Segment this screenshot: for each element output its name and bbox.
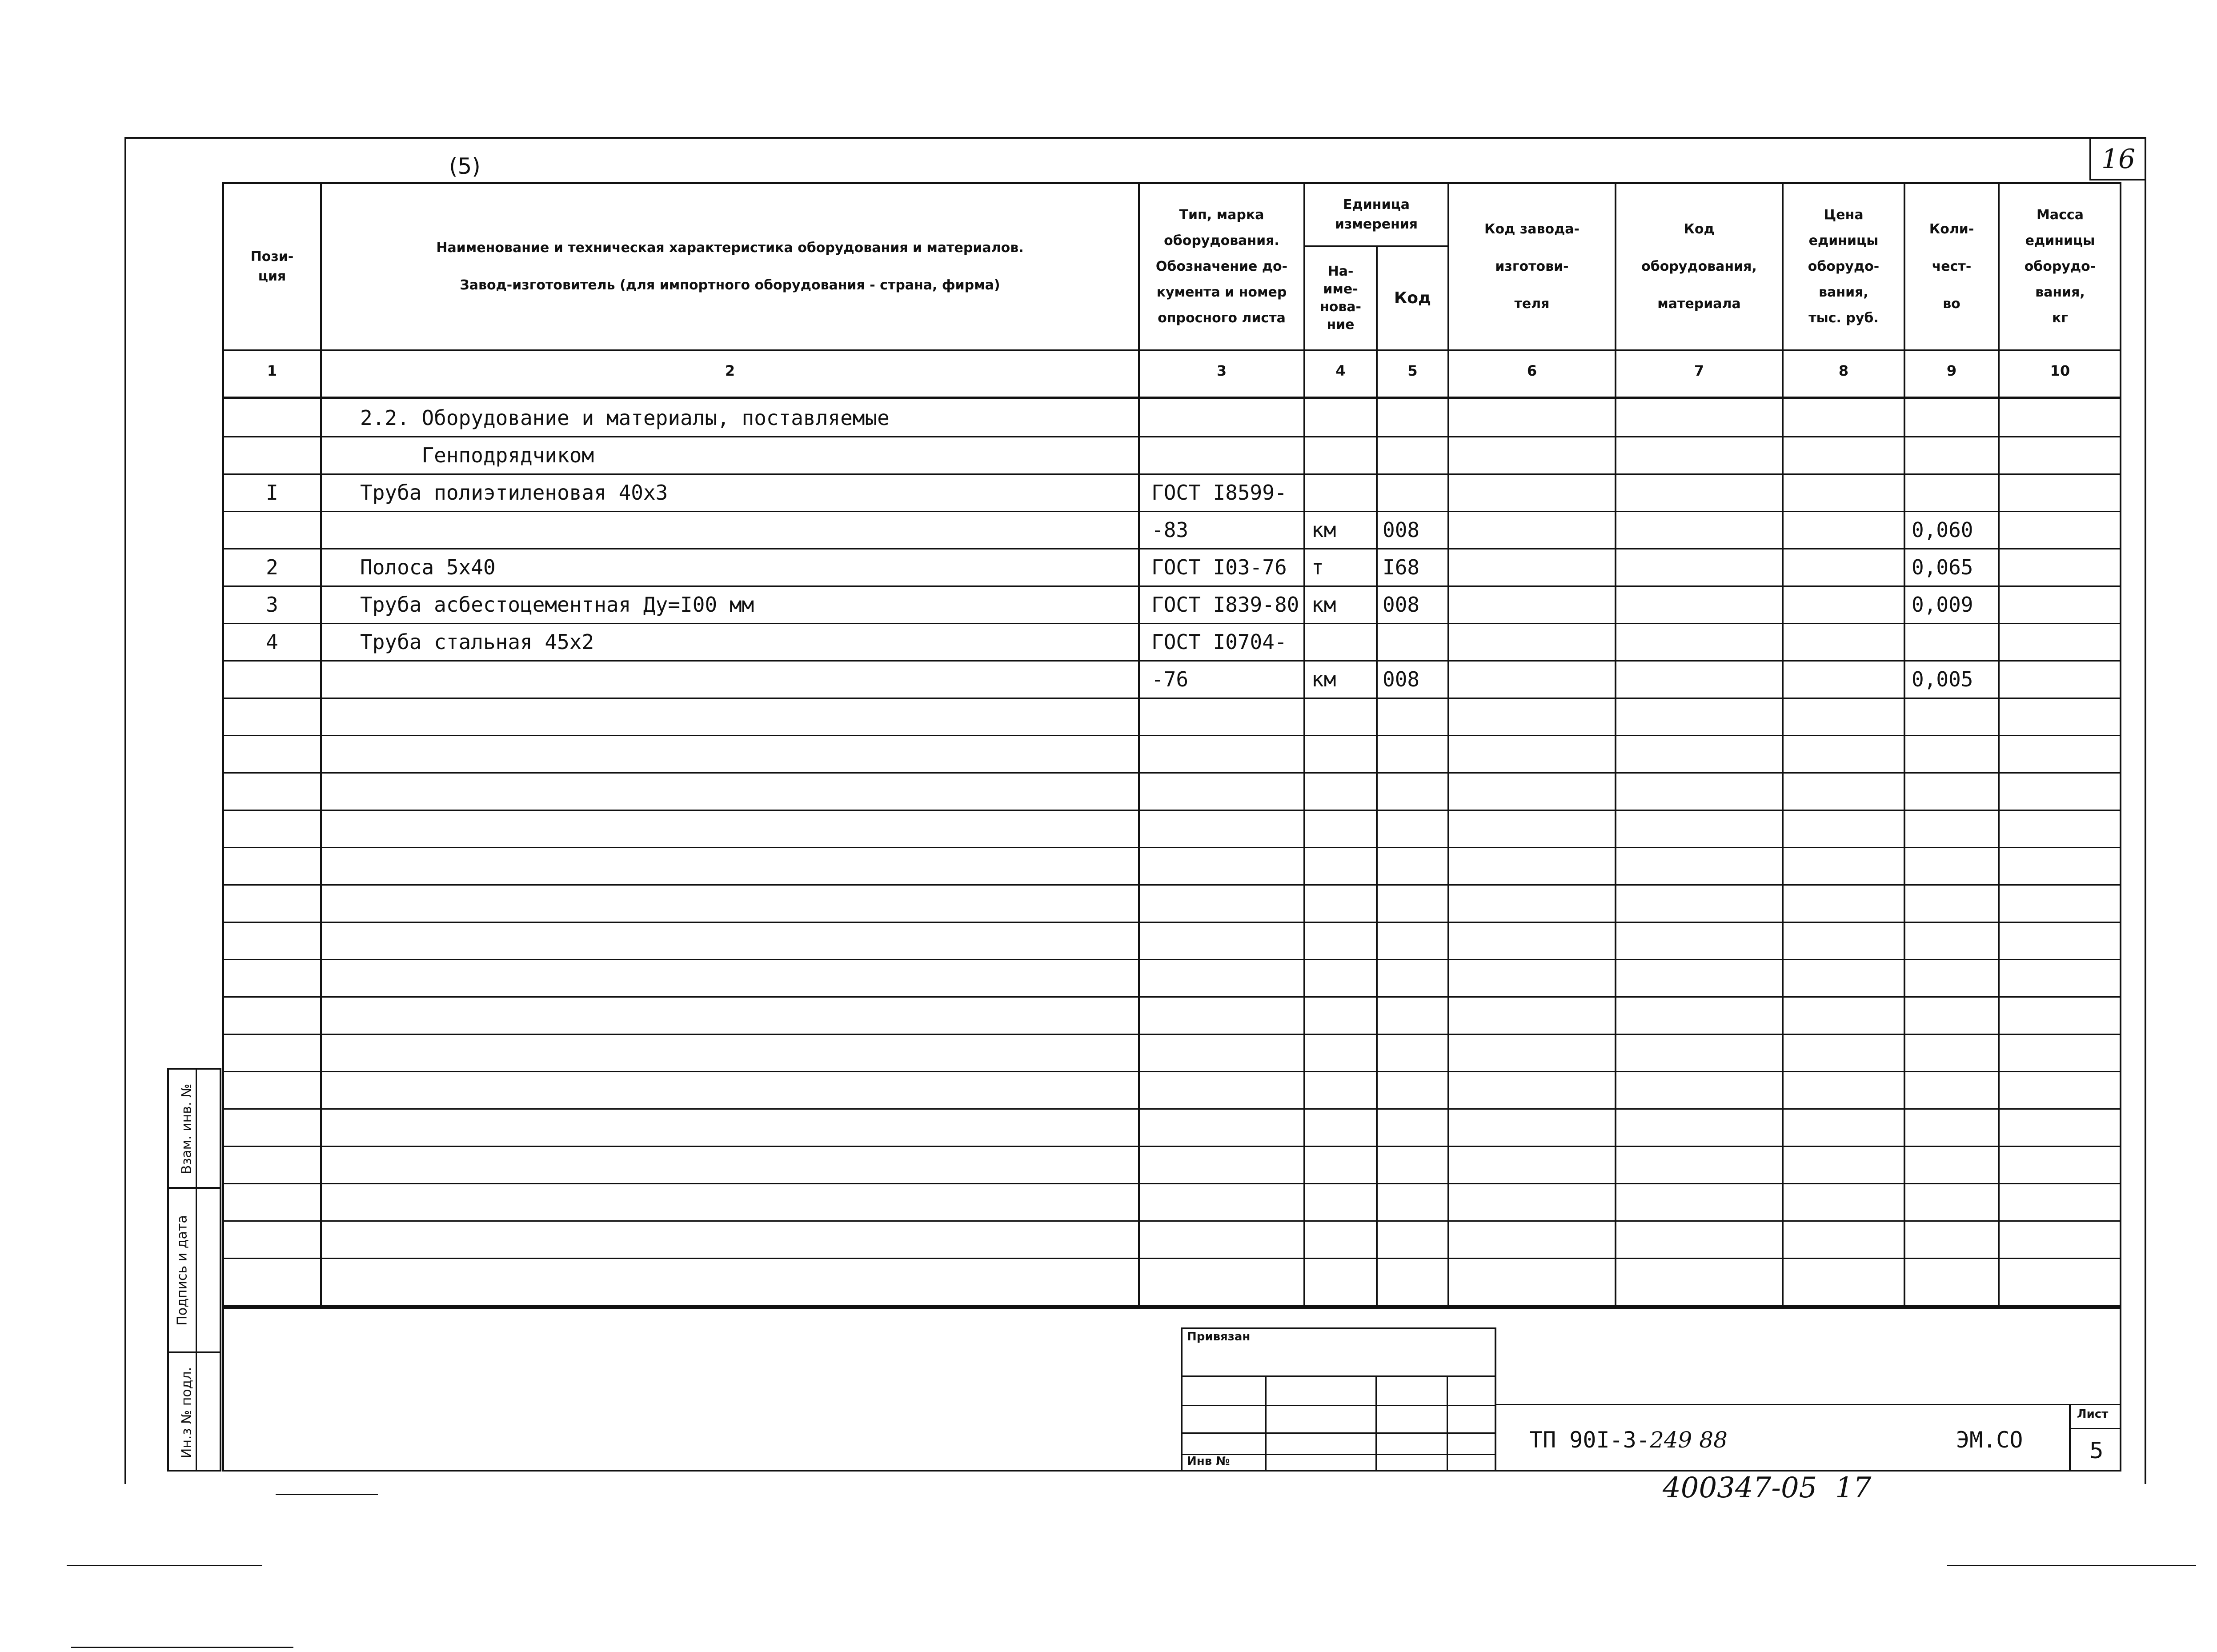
privyazan-stamp — [1181, 1327, 1496, 1472]
colnum-bottom-line — [222, 397, 2121, 399]
privyazan-line-3 — [1181, 1432, 1496, 1434]
cell-name: Полоса 5х40 — [360, 555, 496, 579]
side-stamp-hline-1 — [167, 1187, 221, 1189]
cell-qty: 0,065 — [1912, 555, 1973, 579]
section-code: ЭМ.СО — [1956, 1427, 2023, 1453]
cell-qty: 0,005 — [1912, 667, 1973, 691]
colnum-7: 7 — [1694, 362, 1704, 379]
privyazan-label: Привязан — [1187, 1330, 1251, 1343]
header-name-line2: Завод-изготовитель (для импортного оборудования - страна, фирма) — [460, 277, 1000, 293]
row-line — [222, 698, 2121, 699]
row-line — [222, 1071, 2121, 1072]
cell-name: Генподрядчиком — [360, 443, 594, 467]
cell-type: -83 — [1151, 518, 1189, 542]
cell-qty: 0,060 — [1912, 518, 1973, 542]
cell-unit: км — [1311, 667, 1336, 691]
row-line — [222, 1220, 2121, 1222]
inv-no-label: Инв № — [1187, 1455, 1230, 1468]
row-line — [222, 810, 2121, 811]
cell-type: ГОСТ I0704- — [1151, 630, 1287, 654]
scan-edge-line-3 — [71, 1647, 293, 1648]
cell-name: Труба стальная 45х2 — [360, 630, 594, 654]
frame-top-line — [124, 137, 2146, 139]
doc-code-printed: ТП 90I-3- — [1529, 1427, 1650, 1453]
row-line — [222, 623, 2121, 624]
cell-name: Труба асбестоцементная Ду=I00 мм — [360, 593, 754, 617]
cell-type: ГОСТ I8599- — [1151, 481, 1287, 505]
cell-pos: 4 — [266, 630, 278, 654]
row-line — [222, 436, 2121, 437]
cell-pos: I — [266, 481, 278, 505]
unit-group-underline — [1303, 245, 1448, 247]
cell-unit: км — [1311, 593, 1336, 617]
colnum-2: 2 — [725, 362, 735, 379]
doc-code-handwritten: 249 88 — [1649, 1427, 1728, 1453]
privyazan-line-2 — [1181, 1405, 1496, 1406]
colnum-9: 9 — [1946, 362, 1957, 379]
row-line — [222, 922, 2121, 923]
row-line — [222, 473, 2121, 475]
header-name — [322, 184, 1138, 349]
row-line — [222, 884, 2121, 886]
row-line — [222, 1258, 2121, 1259]
sheet-corner-number: 16 — [2101, 144, 2136, 175]
row-line — [222, 1108, 2121, 1110]
side-stamp-mid-vline — [196, 1068, 197, 1472]
header-type: Тип, марка оборудования. Обозначение до- кумента и номер опросного листа — [1155, 207, 1288, 326]
colnum-8: 8 — [1838, 362, 1849, 379]
header-mass: Масса единицы оборудо- вания, кг — [2024, 207, 2096, 326]
header-quantity: Коли- чест- во — [1929, 221, 1974, 312]
doc-code — [1529, 1427, 1728, 1453]
row-line — [222, 1034, 2121, 1035]
header-bottom-line — [222, 349, 2121, 351]
privyazan-line-1 — [1181, 1375, 1496, 1377]
cell-type: ГОСТ I03-76 — [1151, 555, 1287, 579]
privyazan-vline-3 — [1447, 1375, 1448, 1472]
cell-type: -76 — [1151, 667, 1189, 691]
scan-edge-line-2 — [1947, 1565, 2196, 1566]
header-name-line1: Наименование и техническая характеристика оборудования и материалов. — [436, 240, 1024, 256]
bottom-dash-left — [276, 1494, 378, 1495]
header-unit-name: На- име- нова- ние — [1319, 264, 1362, 333]
cell-code: 008 — [1383, 667, 1420, 691]
title-block-top — [1496, 1404, 2121, 1405]
cell-qty: 0,009 — [1912, 593, 1973, 617]
side-stamp-vzam: Взам. инв. № — [179, 1083, 195, 1175]
privyazan-vline-2 — [1375, 1375, 1377, 1472]
colnum-5: 5 — [1407, 362, 1418, 379]
header-factory-code: Код завода- изготови- теля — [1484, 221, 1580, 312]
row-line — [222, 996, 2121, 998]
row-line — [222, 660, 2121, 662]
cell-unit: км — [1311, 518, 1336, 542]
header-unit-code: Код — [1394, 289, 1431, 307]
row-line — [222, 847, 2121, 848]
colnum-4: 4 — [1335, 362, 1346, 379]
cell-code: 008 — [1383, 593, 1420, 617]
cell-code: I68 — [1383, 555, 1420, 579]
row-line — [222, 1146, 2121, 1147]
header-unit-group: Единица измерения — [1335, 197, 1418, 232]
side-stamp-podpis: Подпись и дата — [174, 1215, 190, 1326]
scan-edge-line-1 — [67, 1565, 262, 1566]
cell-name: Труба полиэтиленовая 40х3 — [360, 481, 668, 505]
side-stamp-hline-2 — [167, 1351, 221, 1353]
cell-name: 2.2. Оборудование и материалы, поставляемые — [360, 406, 890, 430]
row-line — [222, 585, 2121, 587]
cell-type: ГОСТ I839-80 — [1151, 593, 1299, 617]
colnum-6: 6 — [1527, 362, 1537, 379]
header-equipment-code: Код оборудования, материала — [1641, 221, 1757, 312]
frame-right-line — [2145, 137, 2146, 1484]
row-line — [222, 1183, 2121, 1184]
frame-left-line — [124, 137, 126, 1484]
row-line — [222, 735, 2121, 736]
lower-band — [222, 1307, 2121, 1472]
cell-pos: 3 — [266, 593, 278, 617]
cell-code: 008 — [1383, 518, 1420, 542]
col-line-4 — [1376, 245, 1378, 1307]
privyazan-vline-1 — [1265, 1375, 1267, 1472]
colnum-10: 10 — [2050, 362, 2070, 379]
side-stamp-inv: Ин.з № подл. — [179, 1367, 195, 1459]
form-marker: (5) — [449, 153, 481, 179]
sheet-number: 5 — [2089, 1438, 2104, 1464]
colnum-3: 3 — [1216, 362, 1227, 379]
row-line — [222, 511, 2121, 512]
colnum-1: 1 — [267, 362, 277, 379]
cell-unit: т — [1311, 555, 1324, 579]
header-position: Пози- ция — [250, 249, 294, 284]
header-price: Цена единицы оборудо- вания, тыс. руб. — [1808, 207, 1880, 326]
cell-pos: 2 — [266, 555, 278, 579]
footer-handwritten: 400347-05 17 — [1663, 1472, 1872, 1504]
sheet-label: Лист — [2077, 1407, 2109, 1421]
sheet-box-divider — [2069, 1428, 2121, 1429]
row-line — [222, 959, 2121, 960]
row-line — [222, 772, 2121, 774]
row-line — [222, 548, 2121, 549]
